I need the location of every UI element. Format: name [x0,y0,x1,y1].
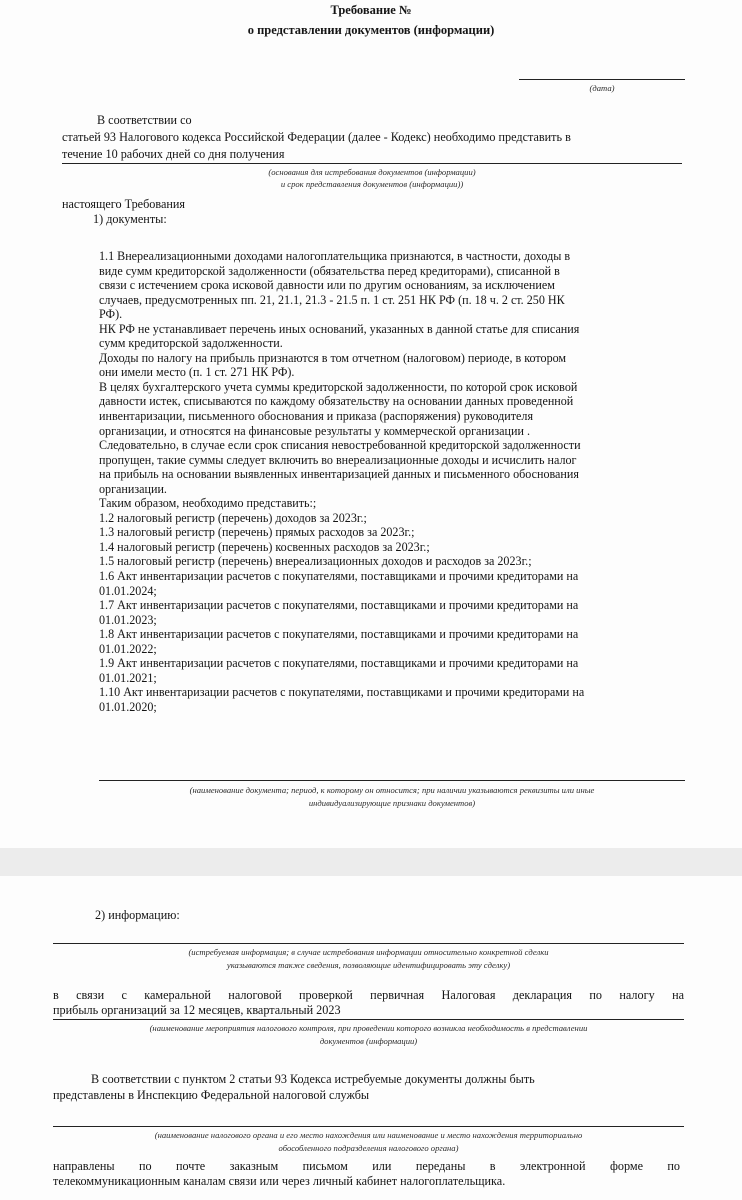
content-line: 1.7 Акт инвентаризации расчетов с покупателями, поставщиками и прочими кредиторами на [99,598,579,613]
content-line: 1.6 Акт инвентаризации расчетов с покупателями, поставщиками и прочими кредиторами на [99,569,579,584]
basis-caption-2: и срок представления документов (информации)) [280,179,464,189]
organ-line [53,1126,684,1127]
documents-caption-2: индивидуализирующие признаки документов) [308,798,476,808]
document-page-2 [0,876,742,1200]
content-line: давности истек, списываются по каждому обязательству на основании данных проведенной [99,394,574,409]
content-line: 1.8 Акт инвентаризации расчетов с покупателями, поставщиками и прочими кредиторами на [99,627,579,642]
content-line: организации. [99,481,167,496]
documents-content [99,249,679,715]
documents-line [99,780,685,781]
section-documents-heading: 1) документы: [93,212,167,226]
send-line-2: телекоммуникационным каналам связи или через личный кабинет налогоплательщика. [53,1174,506,1188]
content-line: 1.5 налоговый регистр (перечень) внереализационных доходов и расходов за 2023г.; [99,554,532,569]
information-caption-1: (истребуемая информация; в случае истребования информации относительно конкретной сделки [188,947,549,957]
reason-caption-1: (наименование мероприятия налогового контроля, при проведении которого возникла необходимость в представлении [149,1023,588,1033]
content-line: виде сумм кредиторской задолженности (обязательства перед кредиторами), списанной в [99,263,560,278]
date-caption: (дата) [589,83,615,93]
content-line: 1.10 Акт инвентаризации расчетов с покупателями, поставщиками и прочими кредиторами на [99,685,585,700]
date-line [519,79,685,80]
content-line: 01.01.2022; [99,641,157,656]
basis-line [62,163,682,164]
preamble-line-4: настоящего Требования [62,197,186,211]
preamble-line-2: статьей 93 Налогового кодекса Российской Федерации (далее - Кодекс) необходимо представить в [62,130,571,144]
submit-line-2: представлены в Инспекцию Федеральной налоговой службы [53,1088,370,1102]
content-line: организации, и относятся на финансовые результаты у коммерческой организации . [99,423,530,438]
section-information-heading: 2) информацию: [95,908,180,922]
organ-caption-2: обособленного подразделения налогового органа) [278,1143,459,1153]
content-line: случаев, предусмотренных пп. 21, 21.1, 21.3 - 21.5 п. 1 ст. 251 НК РФ (п. 18 ч. 2 ст. 250 НК [99,292,565,307]
content-line: на прибыль на основании выявленных инвентаризацией данных и письменного обоснования [99,467,579,482]
organ-caption-1: (наименование налогового органа и его место нахождения или наименование и место нахождения территориально [154,1130,583,1140]
content-line: Таким образом, необходимо представить:; [99,496,317,511]
content-line: инвентаризации, письменного обоснования и приказа (распоряжения) руководителя [99,409,534,424]
content-line: связи с истечением срока исковой давности или по другим основаниям, за исключением [99,278,555,293]
information-caption-2: указываются также сведения, позволяющие идентифицировать эту сделку) [226,960,511,970]
content-line: 01.01.2020; [99,699,157,714]
reason-line [53,1019,684,1020]
reason-line-1: в связи с камеральной налоговой проверкой первичная Налоговая декларация по налогу на [53,988,684,1002]
content-line: они имели место (п. 1 ст. 271 НК РФ). [99,365,295,380]
content-line: 1.2 налоговый регистр (перечень) доходов за 2023г.; [99,510,367,525]
documents-caption-1: (наименование документа; период, к которому он относится; при наличии указываются реквизиты или иные [189,785,595,795]
content-line: Доходы по налогу на прибыль признаются в том отчетном (налоговом) периоде, в котором [99,350,567,365]
content-line: сумм кредиторской задолженности. [99,336,283,351]
content-line: 1.9 Акт инвентаризации расчетов с покупателями, поставщиками и прочими кредиторами на [99,656,579,671]
preamble-line-3: течение 10 рабочих дней со дня получения [62,147,285,161]
content-line: 01.01.2021; [99,670,157,685]
basis-caption-1: (основания для истребования документов (информации) [268,167,476,177]
content-line: 01.01.2023; [99,612,157,627]
document-subtitle: о представлении документов (информации) [247,23,495,37]
content-line: 1.4 налоговый регистр (перечень) косвенных расходов за 2023г.; [99,539,430,554]
reason-line-2: прибыль организаций за 12 месяцев, квартальный 2023 [53,1003,341,1017]
content-line: 01.01.2024; [99,583,157,598]
content-line: пропущен, такие суммы следует включить во внереализационные доходы и исчислить налог [99,452,577,467]
content-line: В целях бухгалтерского учета суммы кредиторской задолженности, по которой срок исковой [99,379,578,394]
content-line: Следовательно, в случае если срок списания невостребованной кредиторской задолженности [99,438,581,453]
content-line: НК РФ не устанавливает перечень иных оснований, указанных в данной статье для списания [99,321,580,336]
document-title: Требование № [330,3,412,17]
submit-line-1: В соответствии с пунктом 2 статьи 93 Кодекса истребуемые документы должны быть [91,1072,535,1086]
reason-caption-2: документов (информации) [319,1036,418,1046]
send-line-1: направлены по почте заказным письмом или переданы в электронной форме по [53,1159,680,1173]
preamble-line-1: В соответствии со [97,113,192,127]
content-line: 1.1 Внереализационными доходами налогоплательщика признаются, в частности, доходы в [99,249,571,263]
content-line: 1.3 налоговый регистр (перечень) прямых расходов за 2023г.; [99,525,415,540]
content-line: РФ). [99,307,123,322]
information-line [53,943,684,944]
